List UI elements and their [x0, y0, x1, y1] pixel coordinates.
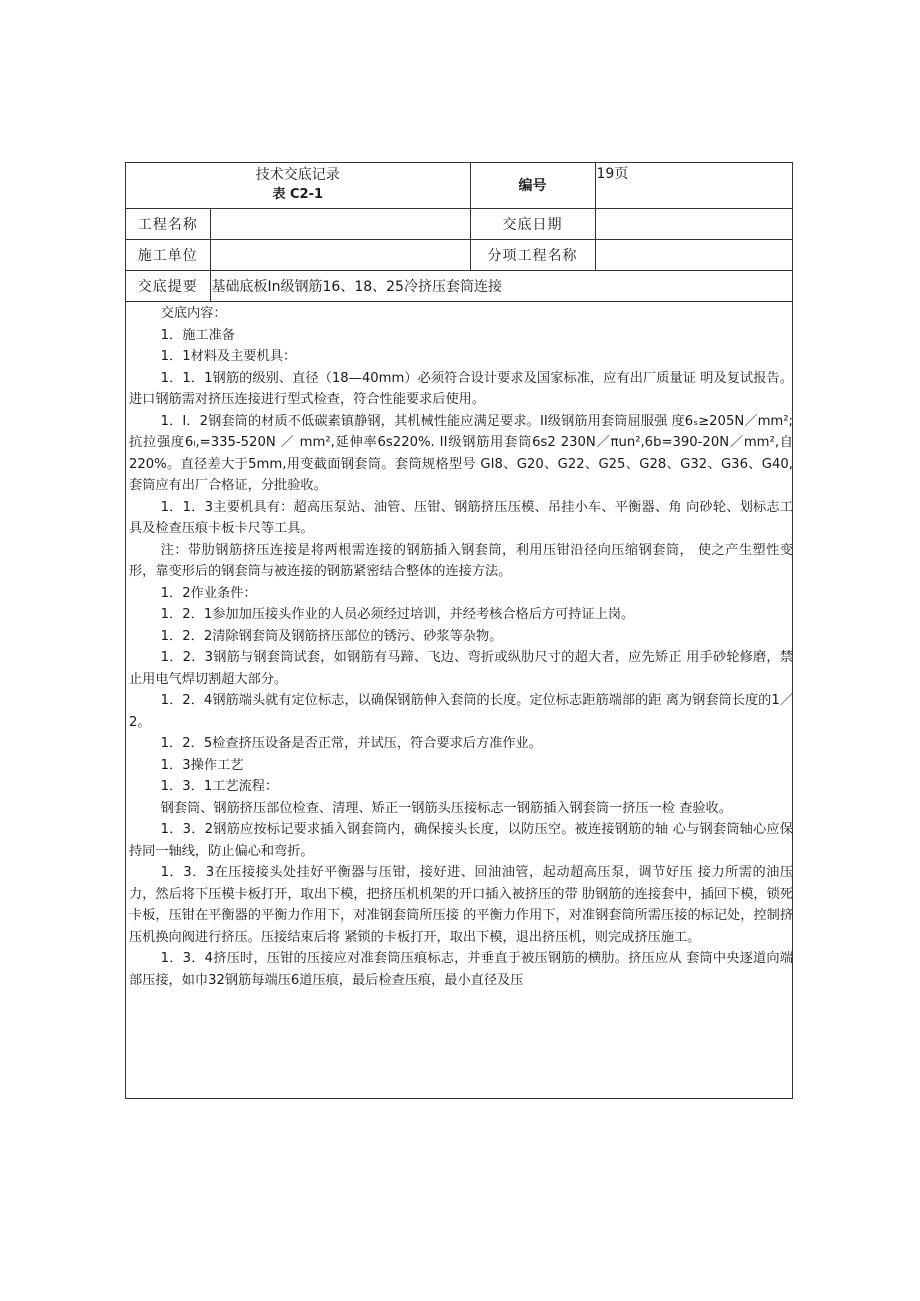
content-paragraph: 1．I．2钢套筒的材质不低碳素镇静钢，其机械性能应满足要求。II级钢筋用套筒屈服强 度6ₛ≥205N／mm²;抗拉强度6ₗ,=335-520N ／ mm²,延伸率6s220%. II级钢筋用套筒6s2 230N／πun²,6b=390-20N／mm²,自220%。直径差大于5mm,用变截面钢套筒。套筒规格型号 GI8、G20、G22、G25、G28、G32、G36、G40,套筒应有出厂合格证，分批验收。 [129, 413, 793, 493]
content-paragraph: 1．3操作工艺 [160, 757, 244, 773]
header-table [126, 163, 792, 302]
content-paragraph: 1．3．2钢筋应按标记要求插入钢套筒内，确保接头长度，以防压空。被连接钢筋的轴 心与钢套筒轴心应保持同一轴线，防止偏心和弯折。 [129, 822, 793, 859]
handover-content [129, 303, 793, 991]
construction-unit-label: 施工单位 [126, 239, 210, 270]
content-paragraph: 1．2．3钢筋与钢套筒试套，如钢筋有马蹄、飞边、弯折或纵肋尺寸的超大者，应先矫正 用手砂轮修磨，禁止用电气焊切割超大部分。 [129, 650, 793, 687]
content-paragraph: 1．2．2清除钢套筒及钢筋挤压部位的锈污、砂浆等杂物。 [160, 628, 503, 644]
content-paragraph: 1．3．3在压接接头处挂好平衡器与压钳，接好进、回油油管，起动超高压泵，调节好压 接力所需的油压力，然后将下压模卡板打开，取出下模，把挤压机机架的开口插入被挤压的带 肋钢筋的连接套中，插回下模，锁死卡板，压钳在平衡器的平衡力作用下，对准钢套筒所压接 的平衡力作用下，对准钢套筒所需压接的标记处，控制挤压机换向阀进行挤压。压接结束后将 紧锁的卡板打开，取出下模，退出挤压机，则完成挤压施工。 [129, 865, 793, 945]
content-paragraph: 1．1材料及主要机具： [160, 349, 297, 364]
content-intro: 交底内容： [160, 306, 227, 321]
project-name-label: 工程名称 [126, 208, 210, 239]
sub-project-value[interactable] [595, 239, 792, 270]
summary-label: 交底提要 [126, 270, 210, 301]
content-paragraph: 1．2．1参加加压接头作业的人员必须经过培训，并经考核合格后方可持证上岗。 [160, 607, 635, 622]
sub-project-label: 分项工程名称 [470, 239, 595, 270]
content-paragraph: 1．2作业条件： [160, 585, 257, 601]
content-paragraph: 1．3．4挤压时，压钳的压接应对准套筒压痕标志，并垂直于被压钢筋的横肋。挤压应从 套筒中央逐道向端部压接，如巾32钢筋每端压6道压痕，最后检查压痕，最小直径及压 [129, 951, 793, 988]
content-paragraph: 钢套筒、钢筋挤压部位检查、清理、矫正一钢筋头压接标志一钢筋插入钢套筒一挤压一检 查验收。 [160, 800, 732, 816]
number-label: 编号 [470, 163, 595, 208]
page-number: 19页 [595, 163, 792, 208]
construction-unit-value[interactable] [210, 239, 470, 270]
content-paragraph: 1．2．5检查挤压设备是否正常，并试压，符合要求后方准作业。 [160, 736, 542, 751]
handover-date-value[interactable] [595, 208, 792, 239]
content-paragraph: 1．3．1工艺流程： [160, 779, 279, 794]
project-name-value[interactable] [210, 208, 470, 239]
content-paragraph: 1．1．3主要机具有：超高压泵站、油管、压钳、钢筋挤压压模、吊挂小车、平衡器、角 向砂轮、划标志工具及检查压痕卡板卡尺等工具。 [129, 499, 793, 536]
content-note: 注：带肋钢筋挤压连接是将两根需连接的钢筋插入钢套筒，利用压钳沿径向压缩钢套筒， 使之产生塑性变形，靠变形后的钢套筒与被连接的钢筋紧密结合整体的连接方法。 [129, 542, 793, 579]
content-paragraph: 1．1．1钢筋的级别、直径（18—40mm）必须符合设计要求及国家标准，应有出厂质量证 明及复试报告。进口钢筋需对挤压连接进行型式检查，符合性能要求后使用。 [129, 370, 793, 407]
content-paragraph: 1．施工准备 [160, 327, 235, 343]
form-title: 技术交底记录 [255, 167, 340, 184]
technical-handover-form [125, 162, 793, 1099]
form-title-cell [126, 163, 470, 208]
table-code: 表 C2-1 [272, 187, 324, 203]
content-paragraph: 1．2．4钢筋端头就有定位标志，以确保钢筋伸入套筒的长度。定位标志距筋端部的距 离为钢套筒长度的1／2。 [129, 693, 793, 730]
summary-value: 基础底板In级钢筋16、18、25冷挤压套筒连接 [210, 270, 792, 301]
handover-date-label: 交底日期 [470, 208, 595, 239]
